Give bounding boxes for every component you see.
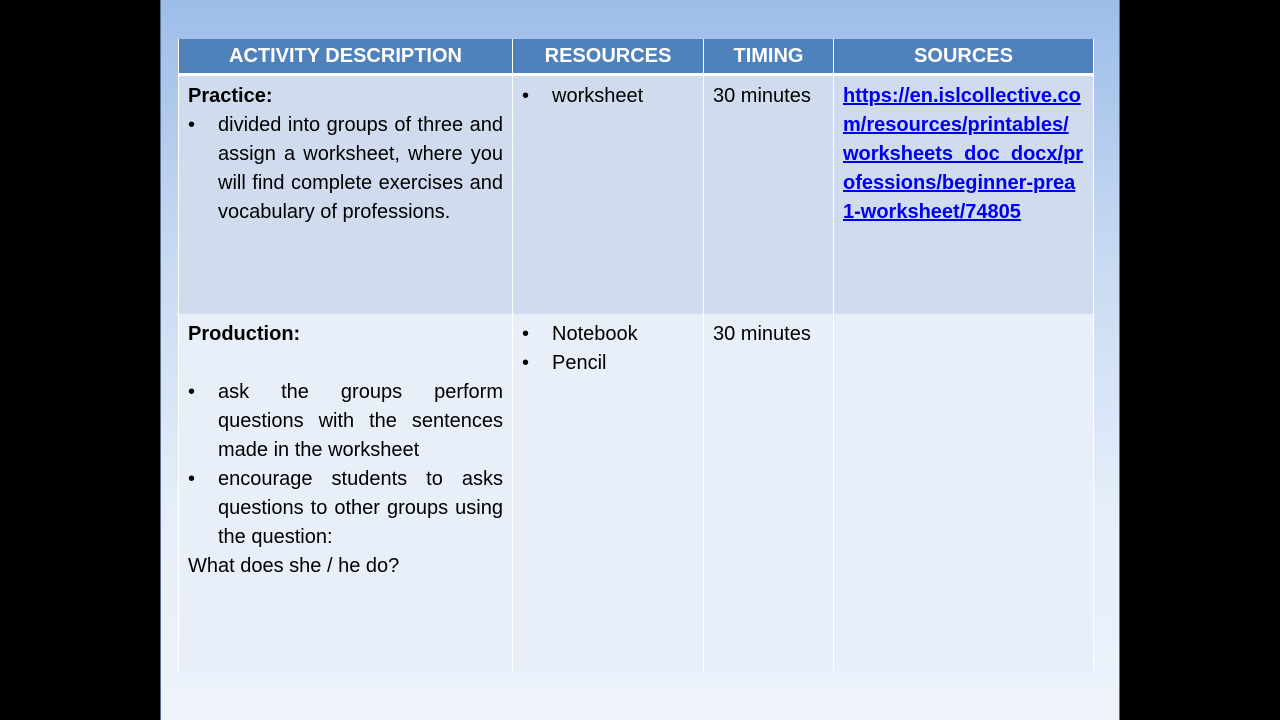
header-activity-description: ACTIVITY DESCRIPTION <box>179 39 513 75</box>
resources-list <box>522 82 694 111</box>
activity-bullet-list <box>188 378 503 552</box>
resource-item: • worksheet <box>522 82 694 111</box>
table-row-practice <box>179 75 1094 314</box>
resources-cell <box>513 314 704 671</box>
activity-title: Practice: <box>188 85 273 107</box>
activity-cell <box>179 314 513 671</box>
table-header-row <box>179 39 1094 75</box>
sources-cell <box>834 314 1094 671</box>
activity-bullet: • divided into groups of three and assign a worksheet, where you will find complete exercises and vocabulary of professions. <box>188 111 503 227</box>
blank-line <box>188 349 503 378</box>
activity-bullet: • ask the groups perform questions with the sentences made in the worksheet <box>188 378 503 465</box>
source-link[interactable]: https://en.islcollective.com/resources/printables/worksheets_doc_docx/professions/beginner-prea1-worksheet/74805 <box>843 85 1084 223</box>
resource-item: • Notebook <box>522 320 694 349</box>
lesson-plan-table <box>178 39 1094 671</box>
activity-title: Production: <box>188 322 301 345</box>
resource-item: • Pencil <box>522 349 694 378</box>
resources-list <box>522 320 694 378</box>
sources-cell <box>834 75 1094 314</box>
table-row-production <box>179 314 1094 671</box>
timing-cell: 30 minutes <box>704 314 834 671</box>
example-question: What does she / he do? <box>188 554 400 577</box>
activity-cell <box>179 75 513 314</box>
resources-cell <box>513 75 704 314</box>
slide <box>160 0 1120 720</box>
header-resources: RESOURCES <box>513 39 704 75</box>
header-timing: TIMING <box>704 39 834 75</box>
activity-bullet-list <box>188 111 503 227</box>
header-sources: SOURCES <box>834 39 1094 75</box>
activity-bullet: • encourage students to asks questions to other groups using the question: <box>188 465 503 552</box>
timing-cell: 30 minutes <box>704 75 834 314</box>
